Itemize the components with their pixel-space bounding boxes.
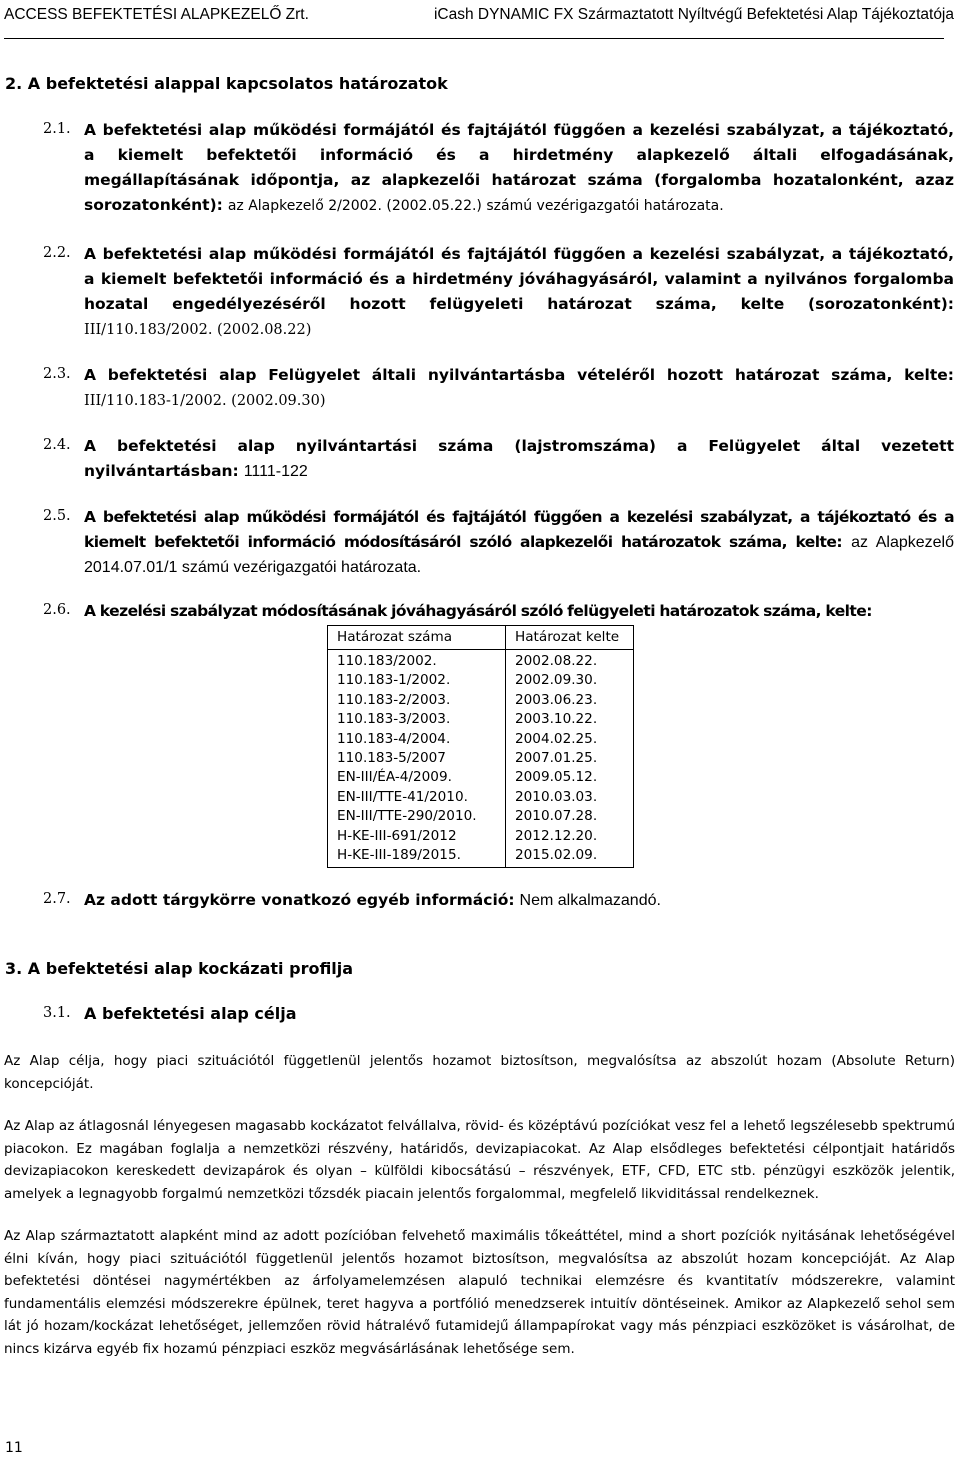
table-cell-date: 2004.02.25. — [515, 730, 598, 747]
item-2-6-bold: A kezelési szabályzat módosításának jóváhagyásáról szóló felügyeleti határozatok száma, kelte: — [84, 602, 872, 620]
table-cell-number: 110.183-2/2003. — [337, 691, 451, 708]
table-cell-number: EN-III/ÉA-4/2009. — [337, 769, 452, 786]
resolutions-table — [327, 625, 634, 868]
table-date-column — [506, 650, 634, 868]
item-2-3-number: 2.3. — [43, 366, 71, 382]
table-cell-number: 110.183-5/2007 — [337, 750, 446, 767]
item-2-1-number: 2.1. — [43, 121, 71, 137]
table-header-date: Határozat kelte — [506, 626, 634, 650]
header-company: ACCESS BEFEKTETÉSI ALAPKEZELŐ Zrt. — [4, 6, 309, 23]
item-2-4-text — [84, 434, 954, 484]
table-cell-number: EN-III/TTE-41/2010. — [337, 788, 468, 805]
table-cell-date: 2002.08.22. — [515, 653, 598, 669]
item-2-3-text — [84, 363, 954, 414]
section-3-1-heading: A befektetési alap célja — [84, 1004, 297, 1023]
item-2-4-bold: A befektetési alap nyilvántartási száma (lajstromszáma) a Felügyelet által vezetett nyilvántartásban: — [84, 437, 954, 480]
item-2-3-bold: A befektetési alap Felügyelet általi nyilvántartásba vételéről hozott határozat száma, kelte: — [84, 366, 954, 384]
table-cell-date: 2015.02.09. — [515, 847, 598, 864]
item-2-7-text — [84, 888, 954, 913]
item-2-5-bold: A befektetési alap működési formájától és fajtájától függően a kezelési szabályzat, a tájékoztató és a kiemelt befektetői információ módosításáról szóló alapkezelői határozatok száma, kelte: — [84, 508, 954, 551]
table-cell-date: 2010.07.28. — [515, 808, 598, 825]
page-number: 11 — [5, 1440, 23, 1456]
item-2-1-normal: az Alapkezelő 2/2002. (2002.05.22.) számú vezérigazgatói határozata. — [227, 198, 724, 214]
section-3-body — [4, 1050, 955, 1360]
item-2-5-text — [84, 505, 954, 580]
table-cell-date: 2003.10.22. — [515, 711, 598, 728]
item-2-7-bold: Az adott tárgykörre vonatkozó egyéb információ: — [84, 891, 515, 909]
item-2-2-normal: III/110.183/2002. (2002.08.22) — [84, 322, 312, 338]
table-cell-date: 2009.05.12. — [515, 769, 598, 786]
table-cell-number: EN-III/TTE-290/2010. — [337, 808, 477, 825]
table-cell-number: 110.183-1/2002. — [337, 672, 451, 689]
item-2-5-normal: az Alapkezelő 2014.07.01/1 számú vezérigazgatói határozata. — [84, 534, 955, 576]
table-cell-date: 2003.06.23. — [515, 691, 598, 708]
paragraph: Az Alap származtatott alapként mind az adott pozícióban felvehető maximális tőkeáttétel, mind a short pozíciók nyitásának lehetőségével élni kíván, hogy piaci szituációtól függetlenül jelentős hozamot biztosítson, megvalósítsa az abszolút hozam koncepcióját. Az Alap befektetési döntései nagymértékben az árfolyamelemzésen alapuló technikai elemzésre és kvantitatív módszerekre, valamint fundamentális elemzési módszerekre épülnek, teret hagyva a portfólió menedzserek intuitív döntéseinek. Amikor az Alapkezelő sehol sem lát jó hozam/kockázat lehetőséget, jellemzően rövid hátralévő futamidejű állampapírokat vagy más pénzpiaci eszközöket is vásárolhat, de nincs kizárva egyéb fix hozamú pénzpiaci eszköz megvásárlásának lehetősége sem. — [4, 1228, 955, 1357]
item-2-2-text — [84, 242, 954, 343]
table-data-row — [328, 650, 634, 868]
table-cell-date: 2007.01.25. — [515, 750, 598, 767]
header-document-title: iCash DYNAMIC FX Származtatott Nyíltvégű Befektetési Alap Tájékoztatója — [433, 6, 954, 23]
item-2-4-number: 2.4. — [43, 437, 71, 453]
table-cell-date: 2012.12.20. — [515, 827, 598, 844]
table-header-number: Határozat száma — [328, 626, 506, 650]
item-2-6-number: 2.6. — [43, 602, 71, 618]
item-2-2-number: 2.2. — [43, 245, 71, 261]
table-cell-number: 110.183-4/2004. — [337, 730, 451, 747]
table-cell-number: 110.183/2002. — [337, 653, 437, 669]
item-2-2-bold: A befektetési alap működési formájától és fajtájától függően a kezelési szabályzat, a tájékoztató, a kiemelt befektetői információ és a hirdetmény jóváhagyásáról, valamint a nyilvános forgalomba hozatal engedélyezéséről hozott felügyeleti határozat száma, kelte (sorozatonként): — [84, 245, 954, 313]
section-3-heading: 3. A befektetési alap kockázati profilja — [5, 959, 354, 978]
paragraph: Az Alap célja, hogy piaci szituációtól függetlenül jelentős hozamot biztosítson, megvalósítsa az abszolút hozam (Absolute Return) koncepcióját. — [4, 1053, 955, 1092]
section-3-1-number: 3.1. — [43, 1005, 71, 1021]
table-cell-number: H-KE-III-189/2015. — [337, 847, 461, 864]
table-cell-number: 110.183-3/2003. — [337, 711, 451, 728]
item-2-7-number: 2.7. — [43, 891, 71, 907]
table-header-row — [328, 626, 634, 650]
table-cell-date: 2010.03.03. — [515, 788, 598, 805]
item-2-5-number: 2.5. — [43, 508, 71, 524]
resolutions-table-wrapper — [327, 625, 634, 868]
item-2-1-text — [84, 118, 954, 219]
item-2-4-normal: 1111-122 — [243, 463, 308, 480]
table-cell-date: 2002.09.30. — [515, 672, 598, 689]
table-number-column — [328, 650, 506, 868]
paragraph: Az Alap az átlagosnál lényegesen magasabb kockázatot felvállalva, rövid- és középtávú pozíciókat vesz fel a lehető legszélesebb spektrumú piacokon. Ez magában foglalja a nemzetközi részvény, határidős, devizapiacokat. Az Alap elsődleges befektetési célpontjait határidős devizapiacokon kereskedett devizapárok és olyan – külföldi kibocsátású – részvények, ETF, CFD, ETC stb. pénzügyi eszközök jelentik, amelyek a legnagyobb forgalmú nemzetközi tőzsdék piacain jelentős forgalommal, megfelelő likviditással rendelkeznek. — [4, 1118, 955, 1202]
item-2-3-normal: III/110.183-1/2002. (2002.09.30) — [84, 393, 326, 409]
table-cell-number: H-KE-III-691/2012 — [337, 827, 457, 844]
item-2-1-bold: A befektetési alap működési formájától és fajtájától függően a kezelési szabályzat, a tájékoztató, a kiemelt befektetői információ és a hirdetmény alapkezelő általi elfogadásának, megállapításának időpontja, az alapkezelői határozat száma (forgalomba hozatalonként, azaz sorozatonként): — [84, 121, 954, 214]
item-2-6-text — [84, 599, 959, 624]
item-2-7-normal: Nem alkalmazandó. — [519, 892, 661, 909]
header-divider — [4, 38, 944, 39]
section-2-heading: 2. A befektetési alappal kapcsolatos határozatok — [5, 74, 448, 93]
